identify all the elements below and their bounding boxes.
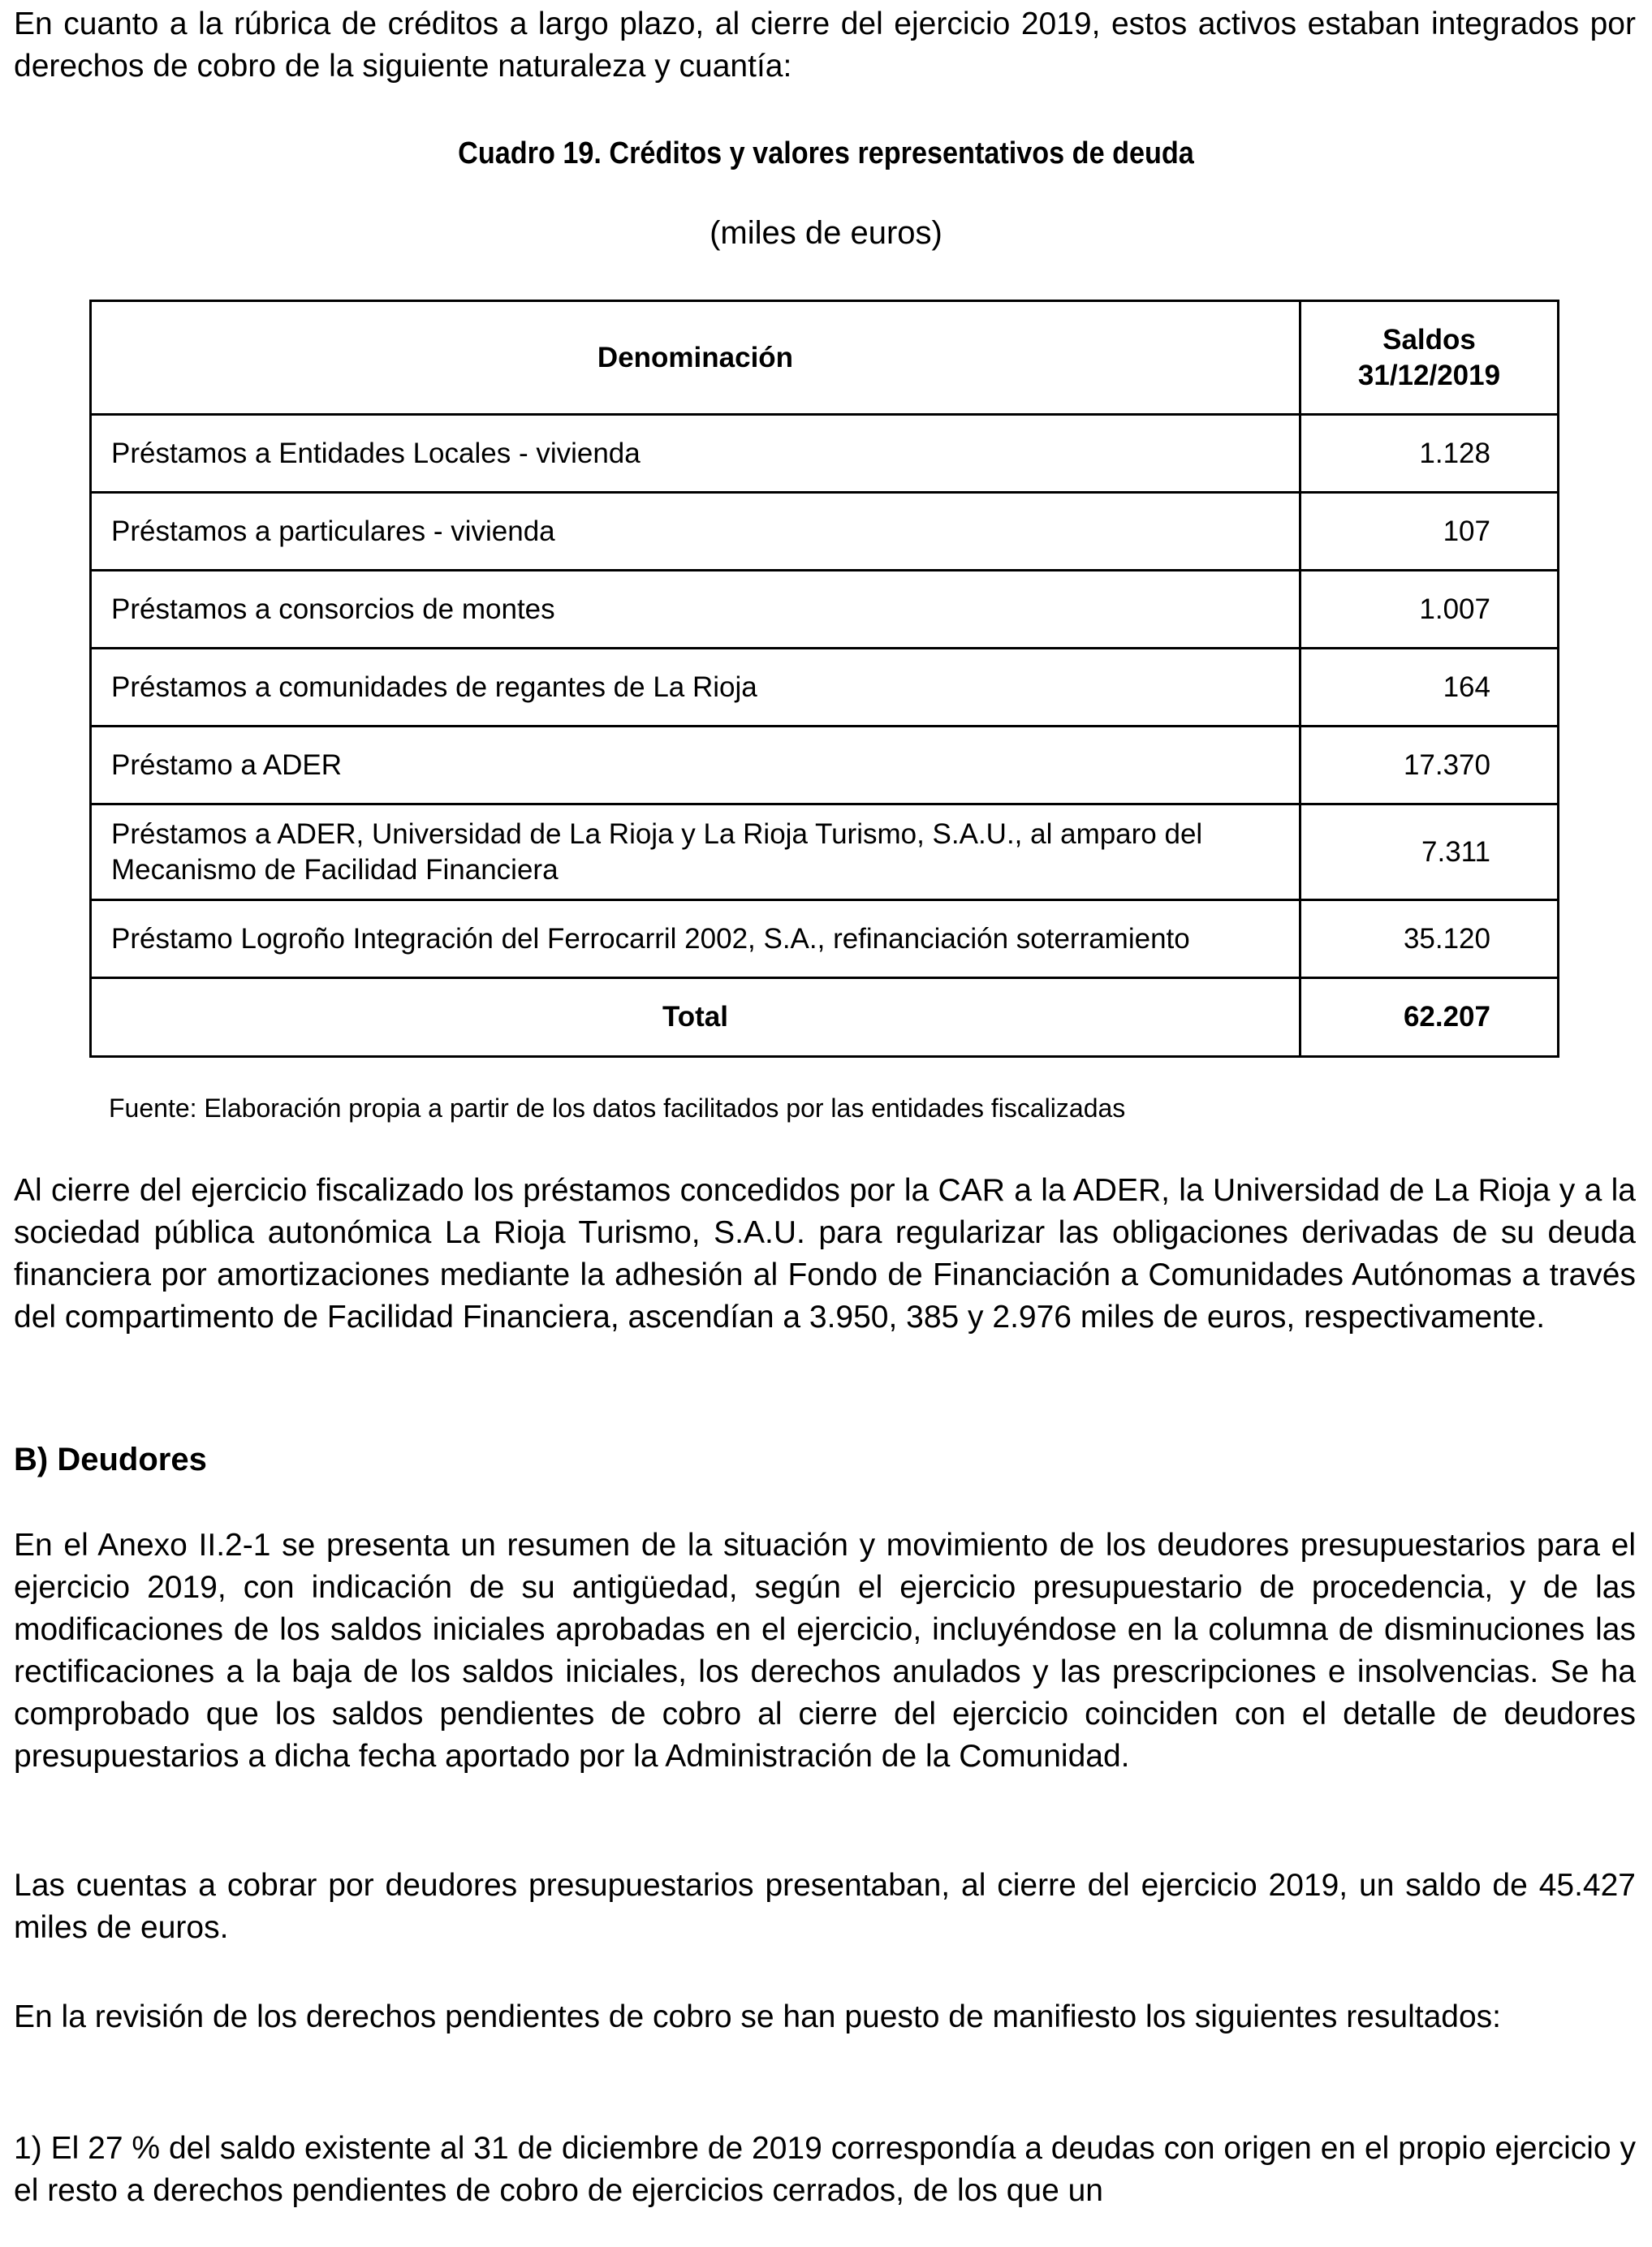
table-row	[91, 415, 1559, 493]
table-title: Cuadro 19. Créditos y valores representativos de deuda	[458, 136, 1194, 170]
credits-table	[89, 300, 1559, 1058]
total-label: Total	[91, 978, 1300, 1057]
paragraph-result-1: 1) El 27 % del saldo existente al 31 de diciembre de 2019 correspondía a deudas con origen en el propio ejercicio y el resto a derechos pendientes de cobro de ejercicios cerrados, de los que un	[14, 2131, 1636, 2208]
table-total-row	[91, 978, 1559, 1057]
paragraph-credits-explanation: Al cierre del ejercicio fiscalizado los préstamos concedidos por la CAR a la ADER, la Universidad de La Rioja y a la sociedad pública autonómica La Rioja Turismo, S.A.U. para regularizar las obligaciones derivadas de su deuda financiera por amortizaciones mediante la adhesión al Fondo de Financiación a Comunidades Autónomas a través del compartimento de Facilidad Financiera, ascendían a 3.950, 385 y 2.976 miles de euros, respectivamente.	[14, 1173, 1636, 1335]
paragraph-accounts-receivable: Las cuentas a cobrar por deudores presupuestarios presentaban, al cierre del ejercicio 2019, un saldo de 45.427 miles de euros.	[14, 1868, 1636, 1945]
table-row	[91, 900, 1559, 978]
source-note: Fuente: Elaboración propia a partir de los datos facilitados por las entidades fiscalizadas	[109, 1093, 1126, 1123]
paragraph-review: En la revisión de los derechos pendientes de cobro se han puesto de manifiesto los siguientes resultados:	[14, 1999, 1501, 2034]
row-name: Préstamos a particulares - vivienda	[91, 493, 1300, 571]
row-value: 107	[1300, 493, 1559, 571]
paragraph-annex: En el Anexo II.2-1 se presenta un resumen de la situación y movimiento de los deudores presupuestarios para el ejercicio 2019, con indicación de su antigüedad, según el ejercicio presupuestario de procedencia, y de las modificaciones de los saldos iniciales aprobadas en el ejercicio, incluyéndose en la columna de disminuciones las rectificaciones a la baja de los saldos iniciales, los derechos anulados y las prescripciones e insolvencias. Se ha comprobado que los saldos pendientes de cobro al cierre del ejercicio coinciden con el detalle de deudores presupuestarios a dicha fecha aportado por la Administración de la Comunidad.	[14, 1528, 1636, 1774]
table-row	[91, 804, 1559, 900]
table-header-row	[91, 301, 1559, 415]
header-saldos	[1300, 301, 1559, 415]
row-value: 1.007	[1300, 571, 1559, 649]
row-name: Préstamos a ADER, Universidad de La Rioja y La Rioja Turismo, S.A.U., al amparo del Mecanismo de Facilidad Financiera	[91, 804, 1300, 900]
row-name: Préstamos a Entidades Locales - vivienda	[91, 415, 1300, 493]
header-denominacion: Denominación	[91, 301, 1300, 415]
row-value: 7.311	[1300, 804, 1559, 900]
table-row	[91, 727, 1559, 804]
section-heading-deudores: B) Deudores	[14, 1442, 207, 1477]
row-name: Préstamo Logroño Integración del Ferrocarril 2002, S.A., refinanciación soterramiento	[91, 900, 1300, 978]
row-value: 35.120	[1300, 900, 1559, 978]
table-row	[91, 571, 1559, 649]
row-value: 1.128	[1300, 415, 1559, 493]
row-value: 17.370	[1300, 727, 1559, 804]
table-row	[91, 649, 1559, 727]
header-saldos-text: Saldos 31/12/2019	[1357, 323, 1501, 391]
row-value: 164	[1300, 649, 1559, 727]
row-name: Préstamo a ADER	[91, 727, 1300, 804]
intro-paragraph: En cuanto a la rúbrica de créditos a largo plazo, al cierre del ejercicio 2019, estos activos estaban integrados por derechos de cobro de la siguiente naturaleza y cuantía:	[14, 6, 1636, 84]
table-row	[91, 493, 1559, 571]
row-name: Préstamos a consorcios de montes	[91, 571, 1300, 649]
total-value: 62.207	[1300, 978, 1559, 1057]
table-subtitle: (miles de euros)	[710, 215, 942, 251]
row-name: Préstamos a comunidades de regantes de La Rioja	[91, 649, 1300, 727]
